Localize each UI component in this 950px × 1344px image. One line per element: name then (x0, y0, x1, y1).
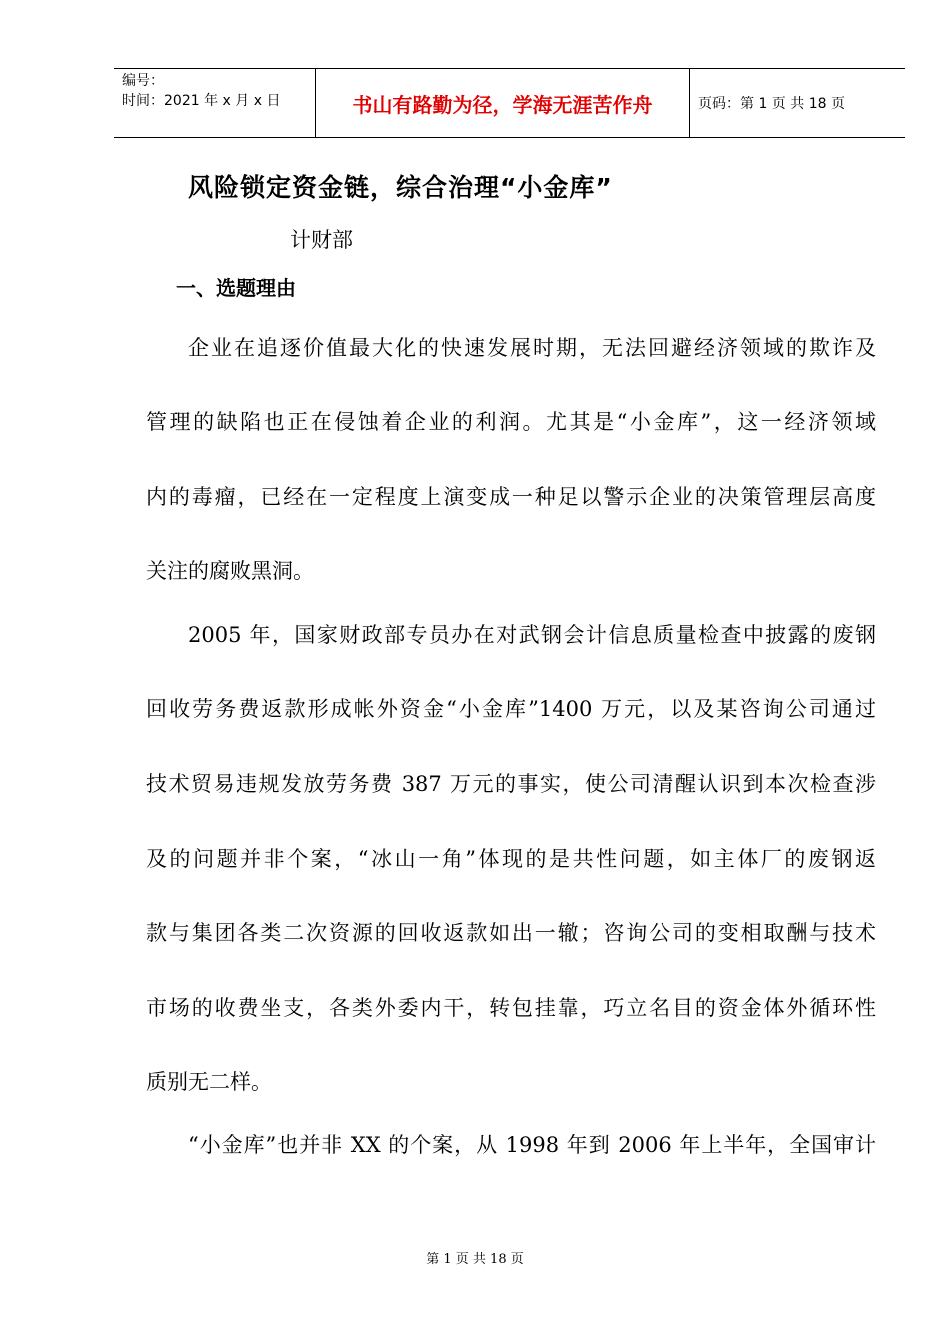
time-label: 时间：2021 年 x 月 x 日 (122, 93, 281, 109)
page-footer: 第 1 页 共 18 页 (426, 1252, 524, 1267)
paragraph-line: 管理的缺陷也正在侵蚀着企业的利润。尤其是“小金库”，这一经济领域 (146, 410, 876, 434)
paragraph-line: 及的问题并非个案，“冰山一角”体现的是共性问题，如主体厂的废钢返 (146, 847, 876, 871)
paragraph-line: 技术贸易违规发放劳务费 387 万元的事实，使公司清醒认识到本次检查涉 (146, 772, 876, 796)
header-page-label: 页码：第 1 页 共 18 页 (698, 96, 845, 112)
paragraph-line: 企业在追逐价值最大化的快速发展时期，无法回避经济领域的欺诈及 (188, 336, 876, 360)
paragraph-line: 市场的收费坐支，各类外委内干，转包挂靠，巧立名目的资金体外循环性 (146, 996, 876, 1020)
paragraph-line: 款与集团各类二次资源的回收返款如出一辙；咨询公司的变相取酬与技术 (146, 921, 876, 945)
paragraph-line: 回收劳务费返款形成帐外资金“小金库”1400 万元，以及某咨询公司通过 (146, 697, 876, 721)
paragraph-line: 质别无二样。 (146, 1070, 272, 1094)
paragraph-line: “小金库”也并非 XX 的个案，从 1998 年到 2006 年上半年，全国审计 (188, 1133, 876, 1157)
department: 计财部 (290, 228, 353, 252)
paragraph-line: 关注的腐败黑洞。 (146, 559, 314, 583)
number-label: 编号： (122, 73, 164, 89)
section-heading: 一、选题理由 (176, 276, 296, 300)
paragraph-line: 2005 年，国家财政部专员办在对武钢会计信息质量检查中披露的废钢 (188, 623, 876, 647)
document-title: 风险锁定资金链，综合治理“小金库” (188, 173, 613, 202)
header-meta (114, 69, 316, 137)
header-motto: 书山有路勤为径，学海无涯苦作舟 (316, 69, 690, 137)
paragraph-line: 内的毒瘤，已经在一定程度上演变成一种足以警示企业的决策管理层高度 (146, 485, 876, 509)
page-header (114, 68, 905, 138)
